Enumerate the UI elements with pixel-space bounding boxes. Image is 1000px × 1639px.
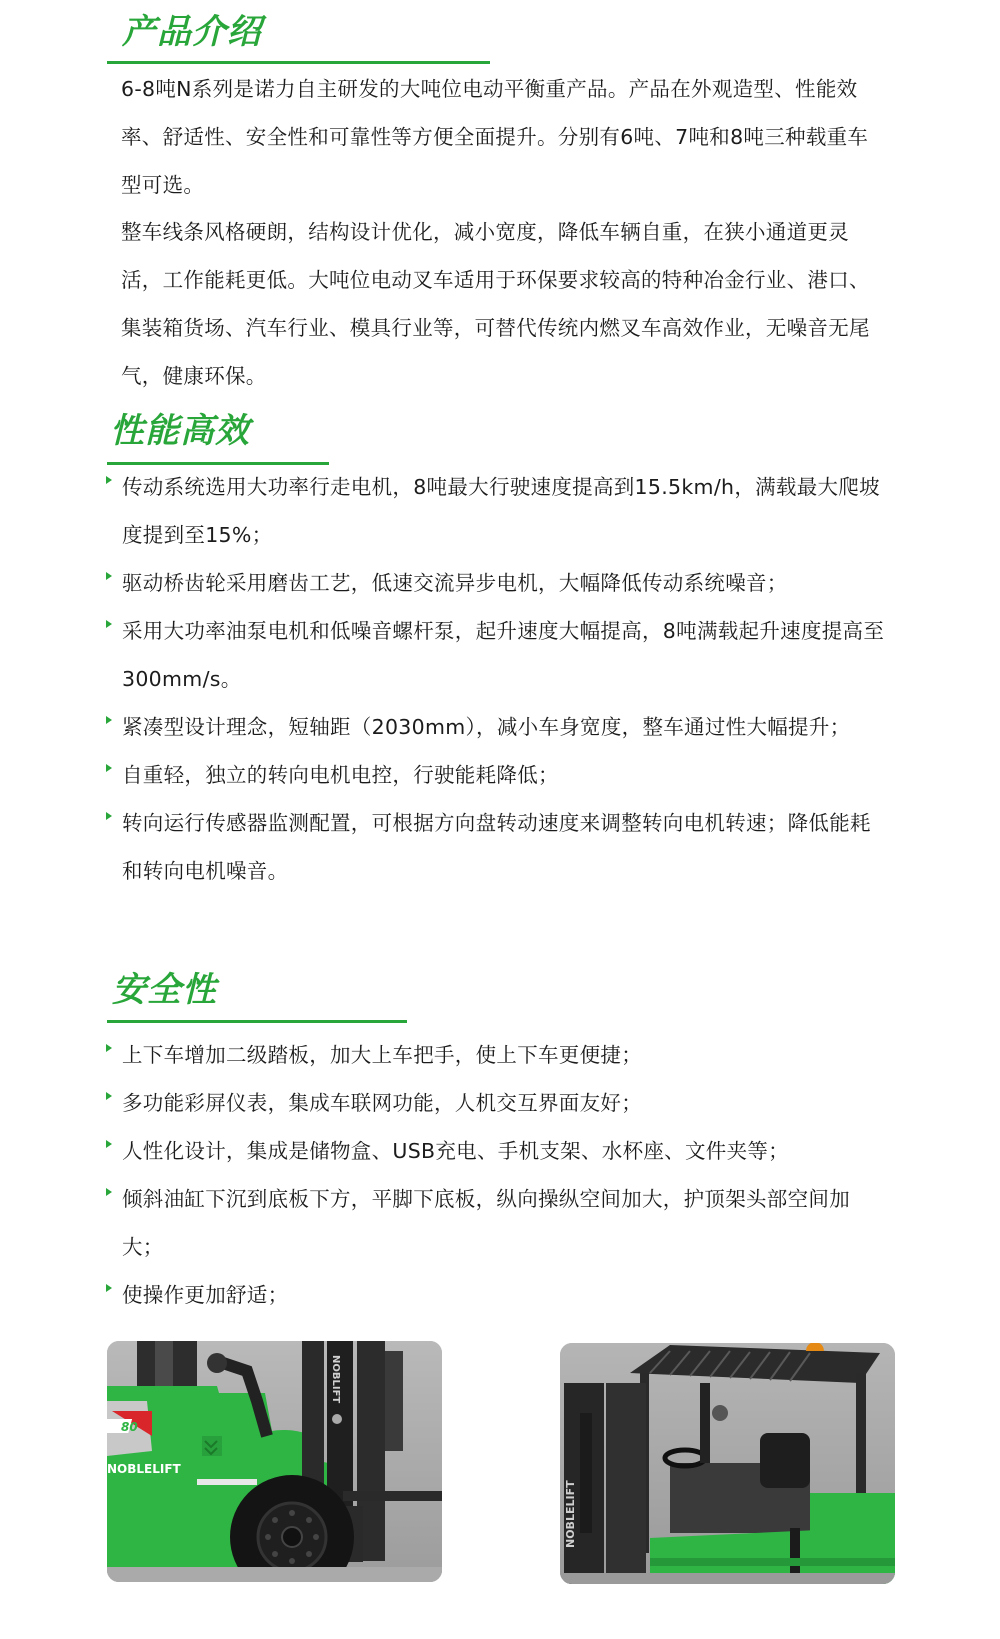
list-item-text: 驱动桥齿轮采用磨齿工艺，低速交流异步电机，大幅降低传动系统噪音； <box>122 571 788 595</box>
list-item <box>106 799 886 895</box>
list-item-text: 使操作更加舒适； <box>122 1283 289 1307</box>
bullet-arrow-icon <box>106 812 112 820</box>
intro-paragraph-2: 整车线条风格硬朗，结构设计优化，减小宽度，降低车辆自重，在狭小通道更灵活，工作能耗更低。大吨位电动叉车适用于环保要求较高的特种冶金行业、港口、集装箱货场、汽车行业、模具行业等，可替代传统内燃叉车高效作业，无噪音无尾气，健康环保。 <box>121 220 870 388</box>
forklift-front-photo <box>560 1343 895 1584</box>
bullet-arrow-icon <box>106 1140 112 1148</box>
list-item <box>106 751 886 799</box>
brand-text: NOBLELIFT <box>107 1462 181 1476</box>
safety-title-underline <box>107 1020 407 1023</box>
intro-title-underline <box>107 61 490 64</box>
intro-paragraph-1: 6-8吨N系列是诺力自主研发的大吨位电动平衡重产品。产品在外观造型、性能效率、舒适性、安全性和可靠性等方便全面提升。分别有6吨、7吨和8吨三种载重车型可选。 <box>121 77 869 197</box>
list-item-text: 传动系统选用大功率行走电机，8吨最大行驶速度提高到15.5km/h，满载最大爬坡度提到至15%； <box>122 475 880 547</box>
list-item-text: 紧凑型设计理念，短轴距（2030mm），减小车身宽度，整车通过性大幅提升； <box>122 715 851 739</box>
list-item <box>106 1127 886 1175</box>
mast-brand-text: NOBLIFT <box>330 1355 341 1404</box>
list-item <box>106 463 886 559</box>
bullet-arrow-icon <box>106 476 112 484</box>
intro-title: 产品介绍 <box>122 12 262 52</box>
list-item <box>106 703 886 751</box>
list-item-text: 人性化设计，集成是储物盒、USB充电、手机支架、水杯座、文件夹等； <box>122 1139 789 1163</box>
bullet-arrow-icon <box>106 620 112 628</box>
list-item-text: 多功能彩屏仪表，集成车联网功能，人机交互界面友好； <box>122 1091 642 1115</box>
bullet-arrow-icon <box>106 1188 112 1196</box>
list-item <box>106 1271 886 1319</box>
list-item-text: 转向运行传感器监测配置，可根据方向盘转动速度来调整转向电机转速；降低能耗和转向电机噪音。 <box>122 811 871 883</box>
bullet-arrow-icon <box>106 572 112 580</box>
performance-title: 性能高效 <box>110 411 250 451</box>
bullet-arrow-icon <box>106 1092 112 1100</box>
list-item <box>106 1031 886 1079</box>
bullet-arrow-icon <box>106 764 112 772</box>
badge-text: 80 <box>121 1420 138 1434</box>
safety-title: 安全性 <box>112 970 217 1010</box>
list-item <box>106 607 886 703</box>
list-item-text: 自重轻，独立的转向电机电控，行驶能耗降低； <box>122 763 559 787</box>
bullet-arrow-icon <box>106 1284 112 1292</box>
list-item <box>106 1175 886 1271</box>
bullet-arrow-icon <box>106 716 112 724</box>
forklift-side-photo <box>107 1341 442 1582</box>
brand-text: NOBLELIFT <box>564 1480 577 1548</box>
performance-list <box>106 463 886 895</box>
list-item-text: 采用大功率油泵电机和低噪音螺杆泵，起升速度大幅提高，8吨满载起升速度提高至300mm/s。 <box>122 619 885 691</box>
list-item-text: 上下车增加二级踏板，加大上车把手，使上下车更便捷； <box>122 1043 642 1067</box>
bullet-arrow-icon <box>106 1044 112 1052</box>
list-item <box>106 1079 886 1127</box>
safety-list <box>106 1031 886 1319</box>
list-item-text: 倾斜油缸下沉到底板下方，平脚下底板，纵向操纵空间加大，护顶架头部空间加大； <box>122 1187 850 1259</box>
list-item <box>106 559 886 607</box>
